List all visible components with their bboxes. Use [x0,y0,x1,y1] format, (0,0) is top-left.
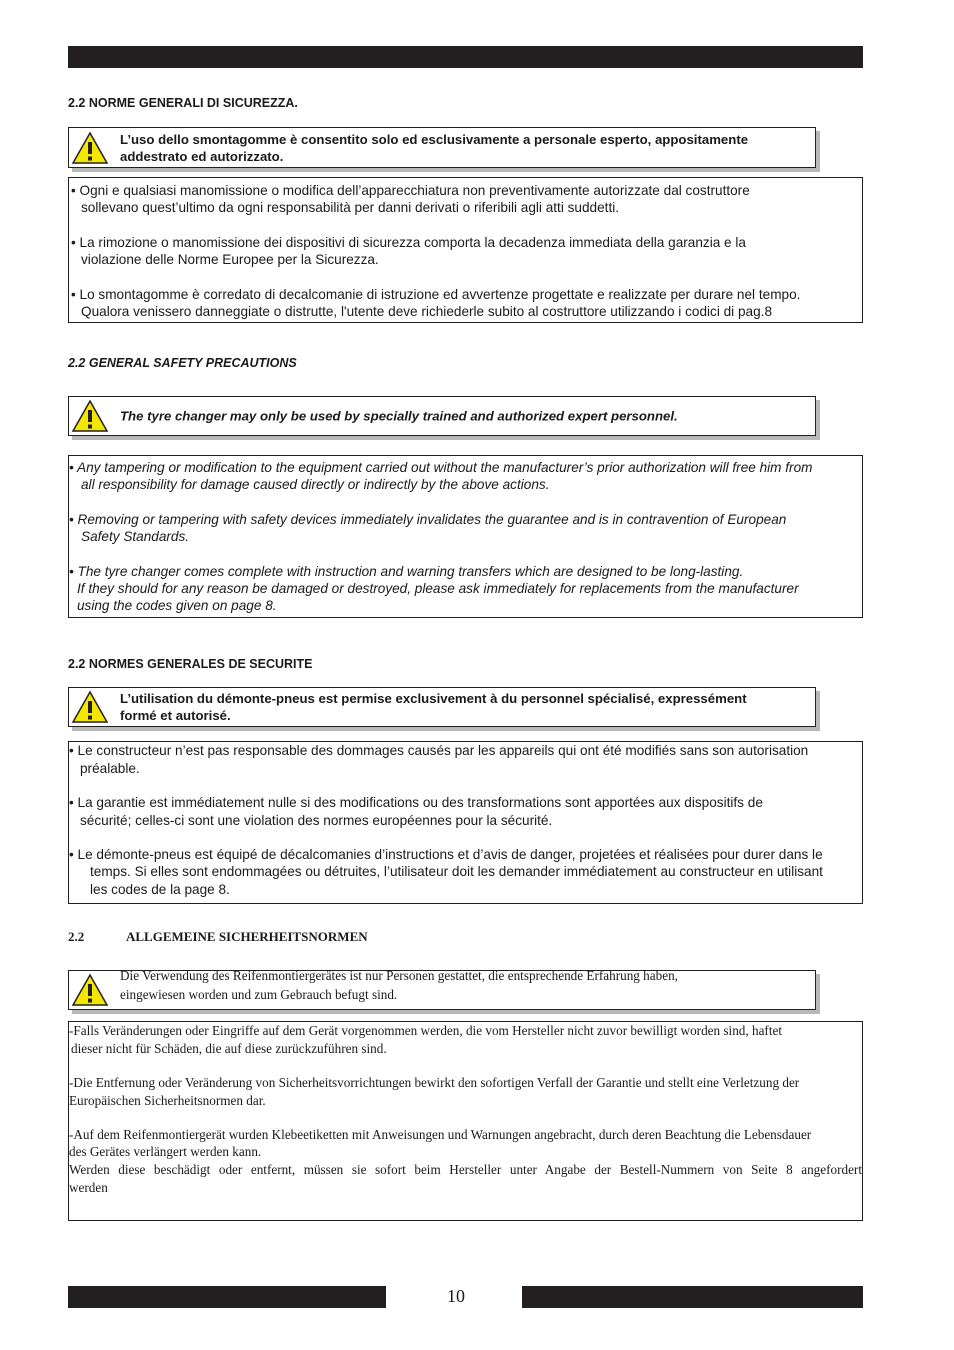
text-line: • Any tampering or modification to the equipment carried out without the manufacturer’s prior authorization will free him from [69,460,813,475]
content-box-en [68,455,863,618]
text-line: sollevano quest’ultimo da ogni responsabilità per danni derivati o riferibili agli atti suddetti. [81,200,620,215]
section-heading-fr: 2.2 NORMES GENERALES DE SECURITE [68,657,313,671]
text-line: des Gerätes verlängert werden kann. [69,1144,262,1159]
text-line: all responsibility for damage caused directly or indirectly by the above actions. [81,477,550,492]
text-line: • La rimozione o manomissione dei dispositivi di sicurezza comporta la decadenza immediata della garanzia e la [71,235,746,250]
text-line: temps. Si elles sont endommagées ou détruites, l’utilisateur doit les demander immédiatement au constructeur en utilisant [90,864,823,879]
warning-text-en: The tyre changer may only be used by specially trained and authorized expert personnel. [120,408,678,424]
text-line: -Falls Veränderungen oder Eingriffe auf dem Gerät vorgenommen werden, die vom Hersteller nicht zuvor bewilligt worden sind, haftet [69,1023,783,1038]
footer-bar-right [522,1286,863,1308]
text-line: -Auf dem Reifenmontiergerät wurden Klebeetiketten mit Anweisungen und Warnungen angebracht, durch deren Beachtung die Lebensdauer [69,1127,812,1142]
content-box-it [68,177,863,323]
text-line: • La garantie est immédiatement nulle si des modifications ou des transformations sont apportées aux dispositifs de [69,795,763,810]
warning-triangle-icon [71,131,109,165]
warning-box-de [68,970,816,1010]
text-line: dieser nicht für Schäden, die auf diese zurückzuführen sind. [71,1041,387,1056]
text-line: les codes de la page 8. [90,882,230,897]
section-heading-de [68,929,368,945]
warning-triangle-icon [71,399,109,433]
section-heading-it: 2.2 NORME GENERALI DI SICUREZZA. [68,96,298,110]
warning-box-it [68,127,816,168]
text-line: Europäischen Sicherheitsnormen dar. [69,1093,266,1108]
warning-text-de: Die Verwendung des Reifenmontiergerätes ist nur Personen gestattet, die entsprechende Erfahrung haben, eingewiesen worden und zum Gebrauch befugt sind. [120,968,678,1002]
text-line: violazione delle Norme Europee per la Sicurezza. [81,252,379,267]
text-line: sécurité; celles-ci sont une violation des normes européennes pour la sécurité. [80,813,553,828]
warning-triangle-icon [71,690,109,724]
warning-box-fr [68,687,816,727]
text-line: If they should for any reason be damaged or destroyed, please ask immediately for replacements from the manufacturer [77,581,799,596]
warning-text-fr: L’utilisation du démonte-pneus est permise exclusivement à du personnel spécialisé, expressément formé et autorisé. [120,691,747,723]
heading-number: 2.2 [68,929,85,944]
heading-title: ALLGEMEINE SICHERHEITSNORMEN [126,929,368,944]
text-line: using the codes given on page 8. [77,598,277,613]
footer-bar-left [68,1286,386,1308]
section-heading-en: 2.2 GENERAL SAFETY PRECAUTIONS [68,356,297,370]
page-number: 10 [447,1286,465,1306]
text-line: -Die Entfernung oder Veränderung von Sicherheitsvorrichtungen bewirkt den sofortigen Verfall der Garantie und stellt eine Verletzung der [69,1075,800,1090]
warning-triangle-icon [71,973,109,1007]
content-box-de [68,1021,863,1221]
text-line: Safety Standards. [81,529,190,544]
content-box-fr [68,741,863,904]
text-line: • Le démonte-pneus est équipé de décalcomanies d’instructions et d’avis de danger, projetées et réalisées pour durer dans le [69,847,823,862]
text-line: werden [69,1180,108,1195]
text-line: • Ogni e qualsiasi manomissione o modifica dell’apparecchiatura non preventivamente autorizzate dal costruttore [71,183,750,198]
text-line: Qualora venissero danneggiate o distrutte, l'utente deve richiederle subito al costruttore utilizzando i codici di pag.8 [81,304,772,319]
header-bar [68,46,863,68]
text-line: • Le constructeur n’est pas responsable des dommages causés par les appareils qui ont été modifiés sans son autorisation [69,743,809,758]
text-line: • The tyre changer comes complete with instruction and warning transfers which are designed to be long-lasting. [69,564,744,579]
text-line: préalable. [80,761,140,776]
text-line: • Lo smontagomme è corredato di decalcomanie di istruzione ed avvertenze progettate e realizzate per durare nel tempo. [71,287,801,302]
warning-box-en [68,396,816,436]
text-line: • Removing or tampering with safety devices immediately invalidates the guarantee and is in contravention of European [69,512,787,527]
warning-text-it: L’uso dello smontagomme è consentito solo ed esclusivamente a personale esperto, appositamente addestrato ed autorizzato. [120,131,749,164]
text-line: Werden diese beschädigt oder entfernt, müssen sie sofort beim Hersteller unter Angabe der Bestell-Nummern von Seite 8 angefordert [69,1162,862,1177]
